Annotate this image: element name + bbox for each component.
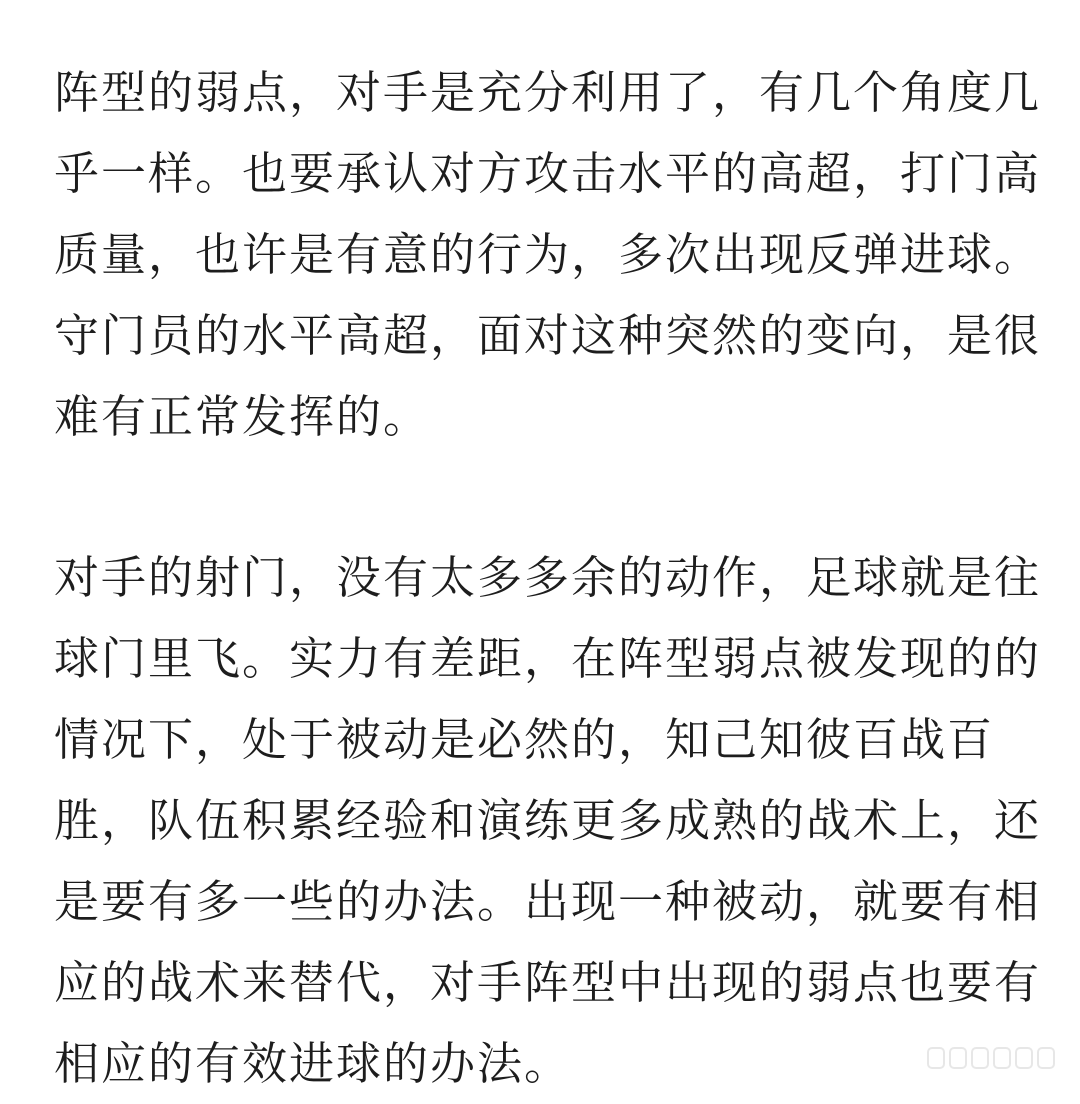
text-line: 情况下，处于被动是必然的，知己知彼百战百 bbox=[54, 713, 995, 766]
text-line: 应的战术来替代，对手阵型中出现的弱点也要有 bbox=[54, 956, 1042, 1009]
text-line: 对手的射门，没有太多多余的动作，足球就是往 bbox=[54, 551, 1042, 604]
article-body bbox=[54, 52, 1042, 1104]
text-line: 难有正常发挥的。 bbox=[54, 390, 431, 443]
text-line: 守门员的水平高超，面对这种突然的变向，是很 bbox=[54, 309, 1042, 362]
text-line: 质量，也许是有意的行为，多次出现反弹进球。 bbox=[54, 228, 1042, 281]
text-line: 球门里飞。实力有差距，在阵型弱点被发现的的 bbox=[54, 632, 1042, 685]
text-line: 相应的有效进球的办法。 bbox=[54, 1037, 572, 1090]
text-line: 是要有多一些的办法。出现一种被动，就要有相 bbox=[54, 875, 1042, 928]
paragraph-spacer bbox=[54, 457, 1034, 537]
watermark-logo-icon bbox=[926, 1044, 1066, 1072]
text-line: 阵型的弱点，对手是充分利用了，有几个角度几 bbox=[54, 66, 1042, 119]
text-line: 胜，队伍积累经验和演练更多成熟的战术上，还 bbox=[54, 794, 1042, 847]
paragraph-1 bbox=[54, 52, 1042, 457]
paragraph-2 bbox=[54, 537, 1042, 1104]
text-line: 乎一样。也要承认对方攻击水平的高超，打门高 bbox=[54, 147, 1042, 200]
